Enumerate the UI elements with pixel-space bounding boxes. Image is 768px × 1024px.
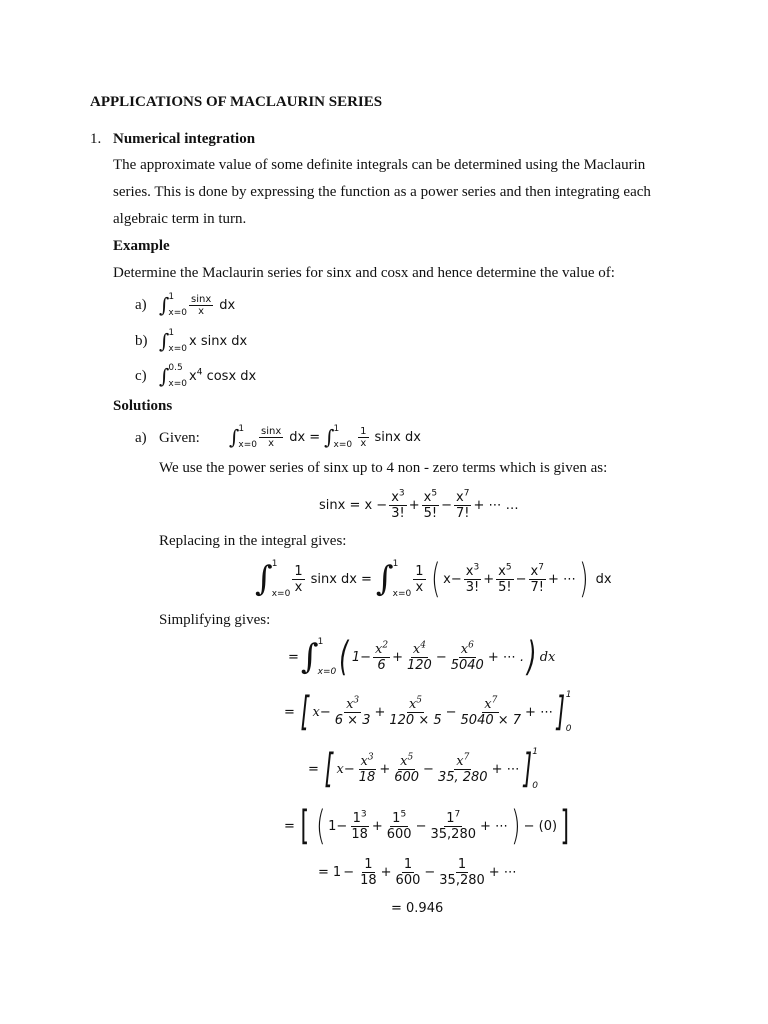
part-a-integral xyxy=(159,290,235,320)
integral-sign: ∫ xyxy=(375,559,394,599)
upper-limit: 0.5 xyxy=(168,363,183,373)
numerator: sinx xyxy=(191,293,212,305)
solutions-heading: Solutions xyxy=(113,398,173,414)
step-2: = [ x − $\frac{x^3}{6 \times 3}$ + $\frac{x^5}{120 \times 5}$ − $\frac{x^7}{5040 \times 7}$ + ⋯ ] 1 0 xyxy=(284,689,572,735)
solution-a-label: a) xyxy=(135,430,147,446)
section-number: 1. xyxy=(90,131,102,147)
part-a-label: a) xyxy=(135,297,147,313)
integral-sign: ∫ xyxy=(300,637,319,677)
integral-sign: ∫ xyxy=(229,425,240,449)
simplifying-text: Simplifying gives: xyxy=(159,612,271,628)
upper-limit: 1 xyxy=(168,328,175,338)
denominator: x xyxy=(198,305,205,317)
integral-sign: ∫ xyxy=(159,293,170,317)
step-4: = [ ( 1 − $\frac{1^3}{18}$ + $\frac{1^5}{600}$ − $\frac{1^7}{35,280}$ + ⋯ ) − (0) ] xyxy=(284,803,570,849)
power-series-text: We use the power series of sinx up to 4 non - zero terms which is given as: xyxy=(159,460,608,476)
part-c-integral xyxy=(159,361,256,391)
integrand: $x^4$ cosx dx xyxy=(189,367,257,384)
replaced-integral: ∫ 1 x=0 $\frac{1}{x}$ sinx dx = ∫ 1 x=0 $\frac{1}{x}$ ( x − $\frac{x^3}{3!}$ + $\frac{x^5}{5!}$ − $\frac{x^7}{7!}$ + ⋯ ) dx xyxy=(255,556,612,602)
given-label: Given: xyxy=(159,430,200,446)
replacing-text: Replacing in the integral gives: xyxy=(159,533,347,549)
integral-sign: ∫ xyxy=(159,364,170,388)
lower-limit: x=0 xyxy=(168,379,188,389)
integral-sign: ∫ xyxy=(159,329,170,353)
lower-limit: x=0 xyxy=(168,308,188,318)
step-1: = ∫ 1 x=0 ( 1 − $\frac{x^2}{6}$ + $\frac{x^4}{120}$ − $\frac{x^6}{5040}$ + ⋯ . ) dx xyxy=(288,634,556,680)
part-c-label: c) xyxy=(135,368,147,384)
lower-limit: x=0 xyxy=(168,344,188,354)
section-heading: Numerical integration xyxy=(113,131,256,147)
intro-line-3: algebraic term in turn. xyxy=(113,211,247,227)
step-3: = [ x − $\frac{x^3}{18}$ + $\frac{x^5}{600}$ − $\frac{x^7}{35, 280}$ + ⋯ ] 1 0 xyxy=(308,746,538,792)
integral-sign: ∫ xyxy=(255,559,273,599)
integral-sign: ∫ xyxy=(324,425,335,449)
page-title: APPLICATIONS OF MACLAURIN SERIES xyxy=(90,94,383,110)
sinx-series: sinx = x − $\frac{x^3}{3!}$ + $\frac{x^5}{5!}$ − $\frac{x^7}{7!}$ + ⋯ … xyxy=(319,488,519,521)
example-heading: Example xyxy=(113,238,170,254)
step-5: = 1 − $\frac{1}{18}$ + $\frac{1}{600}$ − $\frac{1}{35,280}$ + ⋯ xyxy=(318,856,517,888)
upper-limit: 1 xyxy=(168,292,175,302)
given-equation: ∫ 1 x=0 $\frac{\sin x}{x}$ dx = ∫ 1 x=0 $\frac{1}{x}$ sinx dx xyxy=(229,424,421,450)
intro-line-2: series. This is done by expressing the function as a power series and then integrating each xyxy=(113,184,651,200)
example-text: Determine the Maclaurin series for sinx and cosx and hence determine the value of: xyxy=(113,265,615,281)
differential: dx xyxy=(219,297,236,313)
part-b-integral xyxy=(159,326,247,356)
part-b-label: b) xyxy=(135,333,148,349)
integrand: x sinx dx xyxy=(189,333,248,349)
intro-line-1: The approximate value of some definite integrals can be determined using the Maclaurin xyxy=(113,157,646,173)
final-result: = 0.946 xyxy=(391,901,444,916)
